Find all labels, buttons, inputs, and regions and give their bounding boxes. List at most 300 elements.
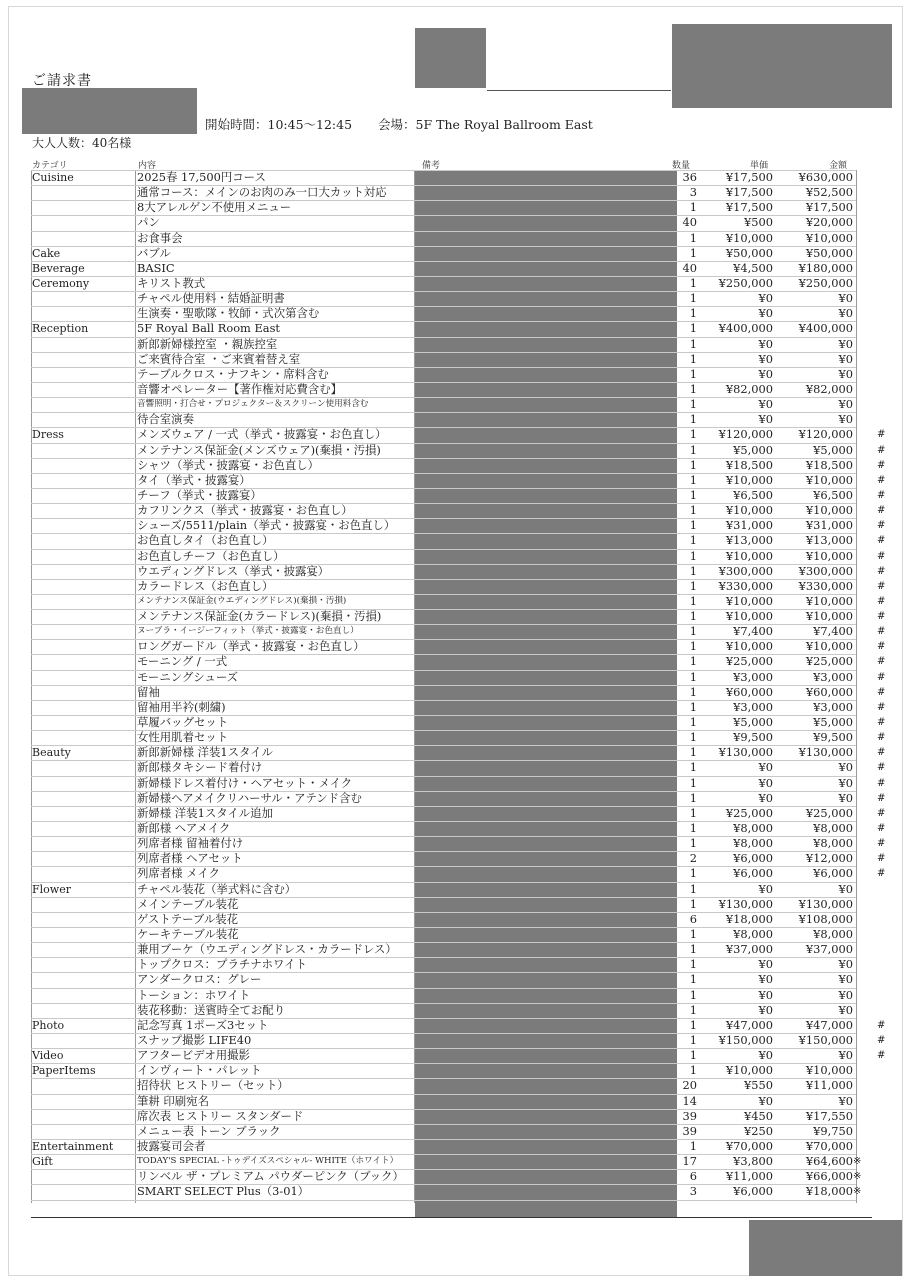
row-unit-price: ¥50,000: [725, 245, 773, 260]
grid-row-line: [31, 639, 856, 640]
grid-row-line: [31, 549, 856, 550]
row-quantity: 1: [689, 1138, 697, 1153]
row-unit-price: ¥150,000: [718, 1032, 773, 1047]
row-mark: #: [877, 1050, 886, 1062]
grid-row-line: [31, 1048, 856, 1049]
row-unit-price: ¥82,000: [725, 381, 773, 396]
row-category: [32, 564, 136, 579]
row-unit-price: ¥6,000: [733, 1184, 773, 1199]
venue: 会場：5F The Royal Ballroom East: [378, 117, 593, 132]
table-row: [31, 1184, 861, 1199]
row-item: 女性用肌着セット: [137, 730, 229, 745]
row-amount: ¥130,000: [798, 896, 853, 911]
row-unit-price: ¥18,500: [725, 457, 773, 472]
row-mark: #: [877, 1034, 886, 1046]
row-amount: ¥180,000: [798, 260, 853, 275]
row-mark: #: [877, 520, 886, 532]
grid-row-line: [31, 1139, 856, 1140]
table-row: [31, 699, 886, 715]
grid-row-line: [31, 200, 856, 201]
row-unit-price: ¥0: [758, 957, 773, 972]
row-unit-price: ¥0: [758, 366, 773, 381]
redacted-block-customer-name: [22, 88, 197, 134]
row-amount: ¥0: [838, 1093, 853, 1108]
row-quantity: 6: [689, 911, 697, 926]
row-item: 席次表 ヒストリー スタンダード: [137, 1108, 304, 1123]
row-quantity: 1: [689, 866, 697, 881]
grid-row-line: [31, 927, 856, 928]
row-category: [32, 367, 136, 382]
row-amount: ¥0: [838, 291, 853, 306]
row-unit-price: ¥400,000: [718, 321, 773, 336]
table-row: [31, 957, 861, 972]
row-unit-price: ¥450: [744, 1108, 773, 1123]
table-row: [31, 291, 861, 306]
row-unit-price: ¥0: [758, 1048, 773, 1063]
row-quantity: 1: [689, 1032, 697, 1047]
row-mark: [877, 200, 891, 215]
row-amount: ¥64,600: [805, 1154, 853, 1169]
row-item: メンテナンス保証金(カラードレス)(棄損・汚損): [137, 609, 382, 624]
row-quantity: 1: [689, 821, 697, 836]
row-mark: #: [877, 580, 886, 592]
row-unit-price: ¥6,000: [733, 851, 773, 866]
row-category: [32, 851, 136, 866]
row-item: ケーキテーブル装花: [137, 927, 239, 941]
row-mark: #: [877, 671, 886, 683]
row-item: ゲストテーブル装花: [137, 911, 239, 926]
row-category: [32, 306, 136, 321]
row-unit-price: ¥10,000: [725, 593, 773, 608]
grid-row-line: [31, 352, 856, 353]
row-category: [32, 443, 136, 458]
row-item: カラードレス（お色直し）: [137, 578, 274, 593]
grid-row-line: [31, 215, 856, 216]
row-item: モーニングシューズ: [137, 669, 239, 684]
row-category: Entertainment: [32, 1139, 114, 1153]
table-row: [31, 367, 861, 382]
grid-row-line: [31, 382, 856, 383]
row-category: [32, 533, 136, 548]
grid-row-line: [31, 397, 856, 398]
row-quantity: 1: [689, 563, 697, 578]
row-category: [32, 579, 136, 594]
table-row: [31, 1048, 886, 1063]
row-amount: ¥400,000: [798, 321, 853, 336]
row-category: [32, 912, 136, 927]
row-mark: #: [877, 777, 886, 789]
row-unit-price: ¥31,000: [725, 518, 773, 533]
row-item: 8大アレルゲン不使用メニュー: [137, 200, 292, 215]
row-item: お色直しチーフ（お色直し）: [137, 548, 285, 563]
table-row: [31, 457, 886, 473]
row-item: パン: [137, 215, 160, 230]
row-item: タイ（挙式・披露宴）: [137, 472, 251, 487]
row-quantity: 1: [689, 291, 697, 306]
row-unit-price: ¥10,000: [725, 472, 773, 487]
row-mark: #: [877, 747, 886, 759]
row-unit-price: ¥6,000: [733, 866, 773, 881]
row-unit-price: ¥8,000: [733, 927, 773, 941]
redacted-block-top-right: [672, 24, 892, 108]
grid-row-line: [31, 670, 856, 671]
row-category: [32, 776, 136, 791]
row-item: トーション：ホワイト: [137, 987, 251, 1002]
row-quantity: 1: [689, 805, 697, 820]
row-item: 招待状 ヒストリー（セット）: [137, 1078, 289, 1093]
row-quantity: 1: [689, 942, 697, 957]
table-row: [31, 412, 861, 427]
row-category: [32, 1033, 136, 1048]
grid-row-line: [31, 337, 856, 338]
row-item: TODAY'S SPECIAL -トゥデイズスペシャル- WHITE（ホワイト）: [137, 1156, 399, 1167]
redacted-block-bottom-right: [749, 1220, 902, 1276]
row-quantity: 1: [689, 442, 697, 457]
row-quantity: 39: [682, 1108, 697, 1123]
table-row: [31, 1078, 861, 1093]
row-mark: #: [877, 474, 886, 486]
row-unit-price: ¥3,000: [733, 699, 773, 714]
row-mark: [877, 412, 891, 427]
table-row: [31, 912, 861, 927]
row-unit-price: ¥0: [758, 1093, 773, 1108]
row-item: 草履バッグセット: [137, 715, 229, 730]
row-unit-price: ¥130,000: [718, 896, 773, 911]
table-row: [31, 669, 886, 685]
row-unit-price: ¥10,000: [725, 1063, 773, 1078]
grid-row-line: [31, 609, 856, 610]
row-quantity: 1: [689, 987, 697, 1002]
grid-row-line: [31, 715, 856, 716]
row-amount: ¥6,500: [813, 487, 853, 502]
row-item: チャペル使用料・結婚証明書: [137, 291, 285, 306]
row-mark: #: [877, 444, 886, 456]
row-mark: #: [877, 505, 886, 517]
row-category: [32, 715, 136, 730]
header-quantity: 数量: [672, 161, 691, 171]
table-row: [31, 397, 861, 412]
row-quantity: 1: [689, 457, 697, 472]
table-row: [31, 745, 886, 760]
document-title: ご請求書: [32, 73, 92, 89]
row-amount: ¥330,000: [798, 578, 853, 593]
table-row: [31, 866, 886, 881]
row-unit-price: ¥8,000: [733, 836, 773, 851]
grid-row-line: [31, 988, 856, 989]
row-quantity: 17: [682, 1154, 697, 1169]
row-category: [32, 412, 136, 427]
row-quantity: 1: [689, 699, 697, 714]
row-category: [32, 185, 136, 200]
row-category: Ceremony: [32, 276, 90, 290]
grid-row-line: [31, 533, 856, 534]
row-amount: ¥31,000: [805, 518, 853, 533]
row-amount: ¥37,000: [805, 942, 853, 957]
row-unit-price: ¥17,500: [725, 170, 773, 184]
row-mark: #: [877, 656, 886, 668]
table-row: [31, 882, 861, 897]
row-unit-price: ¥7,400: [733, 624, 773, 639]
row-amount: ¥5,000: [813, 715, 853, 730]
row-quantity: 1: [689, 487, 697, 502]
guest-count: 大人人数：40名様: [32, 136, 132, 150]
table-row: [31, 306, 861, 321]
row-category: [32, 458, 136, 473]
row-unit-price: ¥0: [758, 291, 773, 306]
row-mark: #: [877, 611, 886, 623]
table-row: [31, 775, 886, 791]
row-amount: ¥0: [838, 790, 853, 805]
table-row: [31, 988, 861, 1003]
row-quantity: 1: [689, 275, 697, 290]
row-amount: ¥0: [838, 351, 853, 366]
row-unit-price: ¥6,500: [733, 487, 773, 502]
row-category: [32, 897, 136, 912]
row-amount: ¥9,750: [813, 1123, 853, 1138]
row-item: 筆耕 印刷宛名: [137, 1093, 209, 1108]
row-unit-price: ¥5,000: [733, 442, 773, 457]
row-unit-price: ¥550: [744, 1078, 773, 1093]
table-row: [31, 593, 886, 609]
grid-row-line: [31, 443, 856, 444]
row-category: Photo: [32, 1018, 65, 1032]
grid-row-line: [31, 972, 856, 973]
row-quantity: 1: [689, 972, 697, 987]
row-mark: #: [877, 823, 886, 835]
title-divider: [487, 90, 671, 91]
row-category: [32, 624, 136, 639]
row-item: 留袖用半衿(刺繍): [137, 699, 226, 714]
row-amount: ¥25,000: [805, 805, 853, 820]
table-row: [31, 170, 861, 185]
row-amount: ¥0: [838, 1002, 853, 1017]
row-category: Reception: [32, 322, 89, 336]
row-category: [32, 836, 136, 851]
row-amount: ¥0: [838, 397, 853, 412]
table-row: [31, 684, 886, 700]
row-category: [32, 942, 136, 957]
row-mark: [877, 927, 891, 942]
row-category: [32, 549, 136, 564]
row-quantity: 3: [689, 185, 697, 200]
row-unit-price: ¥9,500: [733, 730, 773, 745]
table-row: [31, 246, 861, 261]
row-amount: ¥10,000: [805, 593, 853, 608]
grid-row-line: [31, 942, 856, 943]
row-unit-price: ¥0: [758, 306, 773, 321]
table-row: [31, 609, 886, 624]
row-item: 音響照明・打合せ・プロジェクター＆スクリーン使用料含む: [137, 399, 369, 410]
row-unit-price: ¥0: [758, 351, 773, 366]
table-row: [31, 503, 886, 518]
row-item: 記念写真 1ポーズ3セット: [137, 1017, 269, 1032]
row-item: お食事会: [137, 230, 183, 245]
table-row: [31, 533, 886, 548]
row-quantity: 1: [689, 1002, 697, 1017]
row-amount: ¥10,000: [805, 503, 853, 518]
row-amount: ¥10,000: [805, 639, 853, 654]
grid-row-line: [31, 231, 856, 232]
row-mark: ※: [853, 1171, 862, 1183]
row-quantity: 1: [689, 684, 697, 699]
table-row: [31, 942, 861, 957]
table-row: [31, 487, 886, 503]
grid-row-line: [31, 1200, 856, 1201]
grid-row-line: [31, 806, 856, 807]
row-quantity: 1: [689, 503, 697, 518]
grid-row-line: [31, 185, 856, 186]
row-item: ウエディングドレス（挙式・披露宴）: [137, 563, 330, 578]
grid-row-line: [31, 685, 856, 686]
grid-row-line: [31, 1018, 856, 1019]
row-unit-price: ¥37,000: [725, 942, 773, 957]
row-mark: [877, 321, 891, 336]
row-mark: [877, 988, 891, 1003]
row-item: リンベル ザ・プレミアム パウダーピンク（ブック）: [137, 1169, 404, 1184]
row-unit-price: ¥70,000: [725, 1138, 773, 1153]
row-item: 通常コース：メインのお肉のみ一口大カット対応: [137, 185, 387, 200]
row-mark: [877, 1139, 891, 1154]
row-category: Cuisine: [32, 171, 74, 184]
row-mark: #: [877, 626, 886, 638]
row-amount: ¥47,000: [805, 1017, 853, 1032]
table-row: [31, 1109, 861, 1124]
row-quantity: 1: [689, 381, 697, 396]
grid-row-line: [31, 503, 856, 504]
grid-row-line: [31, 564, 856, 565]
grid-row-line: [31, 412, 856, 413]
row-quantity: 2: [689, 851, 697, 866]
row-amount: ¥50,000: [805, 245, 853, 260]
row-mark: [877, 1003, 891, 1018]
row-amount: ¥300,000: [798, 563, 853, 578]
row-mark: [877, 1063, 891, 1078]
table-row: [31, 972, 861, 987]
row-mark: [877, 367, 891, 382]
row-mark: #: [877, 868, 886, 880]
row-category: [32, 639, 136, 654]
row-amount: ¥10,000: [805, 230, 853, 245]
row-unit-price: ¥10,000: [725, 639, 773, 654]
row-mark: #: [877, 717, 886, 729]
row-quantity: 1: [689, 321, 697, 336]
row-item: SMART SELECT Plus（3-01）: [137, 1184, 310, 1199]
row-unit-price: ¥120,000: [718, 427, 773, 442]
table-row: [31, 563, 886, 579]
row-unit-price: ¥47,000: [725, 1017, 773, 1032]
row-item: キリスト教式: [137, 275, 206, 290]
row-quantity: 1: [689, 1017, 697, 1032]
row-mark: [877, 942, 891, 957]
header-content: 内容: [138, 161, 157, 171]
row-quantity: 1: [689, 836, 697, 851]
table-row: [31, 427, 886, 442]
grid-row-line: [31, 1154, 856, 1155]
row-category: [32, 397, 136, 412]
row-item: メンズウェア / 一式（挙式・披露宴・お色直し）: [137, 427, 387, 442]
table-row: [31, 337, 861, 352]
row-mark: [877, 170, 891, 185]
row-mark: ※: [853, 1156, 862, 1168]
row-amount: ¥18,000: [805, 1184, 853, 1199]
row-mark: [877, 882, 891, 897]
row-amount: ¥3,000: [813, 669, 853, 684]
row-item: 5F Royal Ball Room East: [137, 321, 281, 336]
row-category: [32, 1184, 136, 1199]
row-item: ロングガードル（挙式・披露宴・お色直し）: [137, 639, 365, 654]
row-unit-price: ¥17,500: [725, 185, 773, 200]
row-quantity: 1: [689, 230, 697, 245]
row-unit-price: ¥25,000: [725, 805, 773, 820]
row-amount: ¥0: [838, 760, 853, 775]
start-time: 開始時間：10:45～12:45: [205, 117, 353, 132]
row-quantity: 1: [689, 790, 697, 805]
row-category: Beauty: [32, 746, 71, 760]
row-amount: ¥8,000: [813, 927, 853, 941]
row-item: 披露宴司会者: [137, 1138, 206, 1153]
row-category: [32, 972, 136, 987]
row-unit-price: ¥0: [758, 336, 773, 351]
row-quantity: 1: [689, 472, 697, 487]
row-amount: ¥17,500: [805, 200, 853, 215]
row-category: [32, 473, 136, 488]
grid-row-line: [31, 1033, 856, 1034]
grid-row-line: [31, 1169, 856, 1170]
row-unit-price: ¥10,000: [725, 503, 773, 518]
row-item: 2025春 17,500円コース: [137, 170, 266, 184]
header-remarks: 備考: [422, 161, 441, 171]
row-unit-price: ¥0: [758, 790, 773, 805]
row-category: PaperItems: [32, 1064, 96, 1078]
row-quantity: 1: [689, 533, 697, 548]
row-category: [32, 760, 136, 775]
row-unit-price: ¥3,000: [733, 669, 773, 684]
row-item: 新婦様 洋装1スタイル追加: [137, 805, 273, 820]
table-row: [31, 1003, 861, 1018]
grid-row-line: [31, 261, 856, 262]
row-unit-price: ¥8,000: [733, 821, 773, 836]
table-row: [31, 851, 886, 866]
row-mark: [877, 291, 891, 306]
row-category: [32, 518, 136, 533]
row-quantity: 1: [689, 927, 697, 941]
row-unit-price: ¥0: [758, 397, 773, 412]
row-amount: ¥11,000: [805, 1078, 853, 1093]
grid-row-line: [31, 473, 856, 474]
row-quantity: 1: [689, 518, 697, 533]
table-row: [31, 548, 886, 564]
row-item: 音響オペレーター【著作権対応費含む】: [137, 381, 343, 396]
grid-row-line: [31, 821, 856, 822]
row-category: [32, 1124, 136, 1139]
table-row: [31, 805, 886, 821]
row-category: Dress: [32, 428, 64, 442]
row-mark: #: [877, 1019, 886, 1031]
row-unit-price: ¥60,000: [725, 684, 773, 699]
table-row: [31, 215, 861, 230]
grid-row-line: [31, 458, 856, 459]
row-category: [32, 382, 136, 397]
grid-row-line: [31, 306, 856, 307]
table-row: [31, 578, 886, 594]
grid-row-line: [31, 276, 856, 277]
row-amount: ¥0: [838, 881, 853, 896]
row-item: チーフ（挙式・披露宴）: [137, 487, 262, 502]
row-item: 列席者様 留袖着付け: [137, 836, 244, 851]
row-amount: ¥82,000: [805, 381, 853, 396]
row-mark: [877, 185, 891, 200]
table-row: [31, 624, 886, 639]
